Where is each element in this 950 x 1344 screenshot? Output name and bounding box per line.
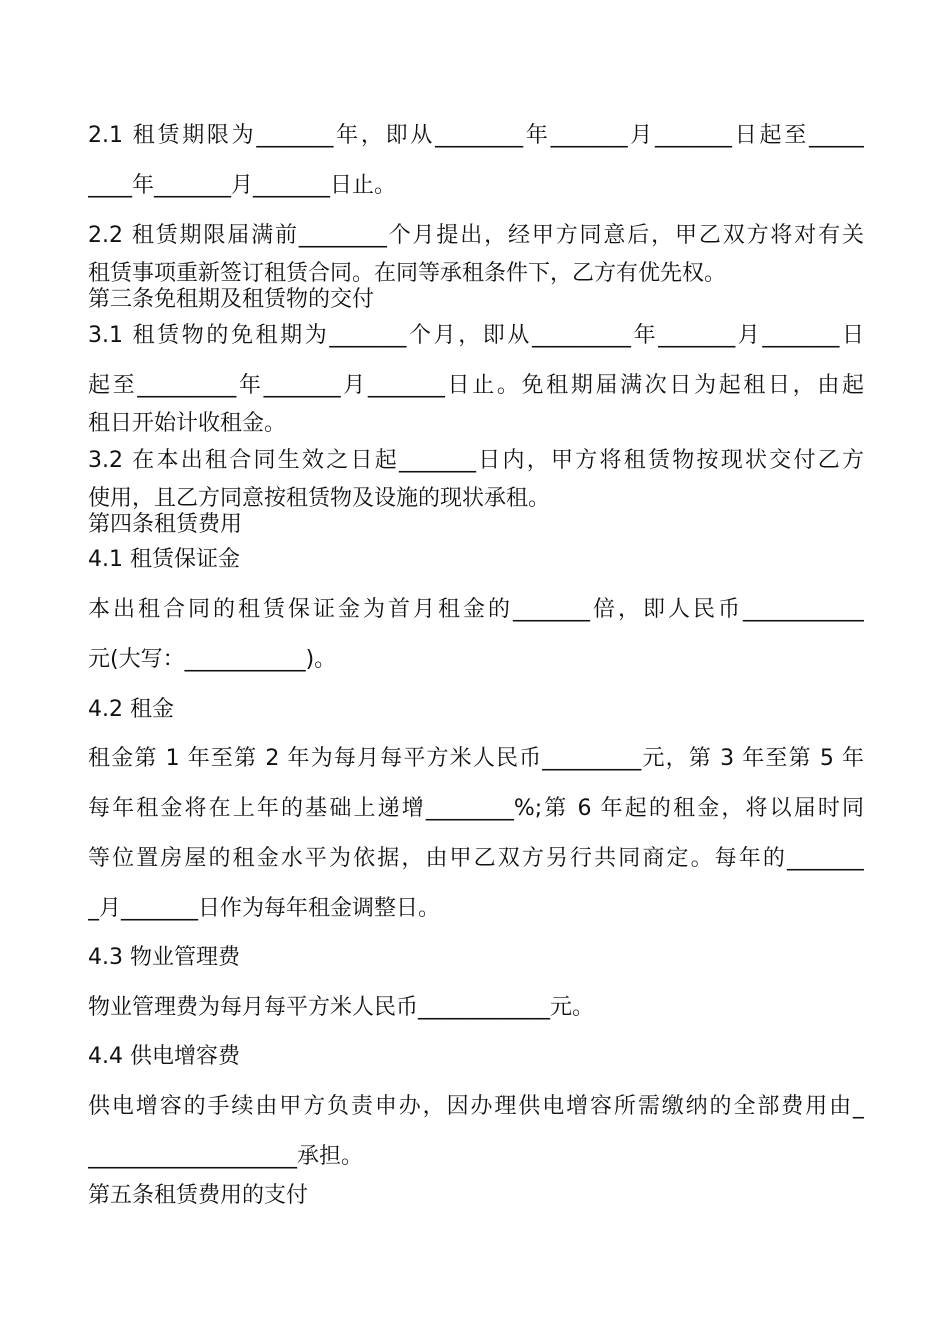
heading-4-1-deposit: 4.1 租赁保证金 — [88, 547, 240, 572]
line-3-1-free-period-end: 租日开始计收租金。 — [88, 411, 287, 436]
line-4-2-rent-cont-3: _月_______日作为每年租金调整日。 — [88, 896, 441, 921]
line-4-2-rent-cont-2: 等位置房屋的租金水平为依据，由甲乙双方另行共同商定。每年的_______ — [88, 846, 864, 871]
heading-4-2-rent: 4.2 租金 — [88, 697, 174, 722]
line-4-4-power-fee: 供电增容的手续由甲方负责申办，因办理供电增容所需缴纳的全部费用由_ — [88, 1094, 864, 1119]
line-3-2-delivery: 3.2 在本出租合同生效之日起_______日内，甲方将租赁物按现状交付乙方 — [88, 448, 864, 473]
line-4-1-deposit: 本出租合同的租赁保证金为首月租金的_______倍，即人民币___________ — [88, 597, 864, 622]
heading-4-3-property-fee: 4.3 物业管理费 — [88, 945, 240, 970]
heading-article-5: 第五条租赁费用的支付 — [88, 1183, 309, 1208]
line-2-2-renewal: 2.2 租赁期限届满前________个月提出，经甲方同意后，甲乙双方将对有关 — [88, 223, 864, 248]
heading-4-4-power-fee: 4.4 供电增容费 — [88, 1044, 240, 1069]
line-4-3-property-fee: 物业管理费为每月每平方米人民币____________元。 — [88, 995, 595, 1020]
line-2-1-term: 2.1 租赁期限为_______年，即从________年_______月_______日起至_____ — [88, 123, 864, 148]
line-3-2-delivery-cont: 使用，且乙方同意按租赁物及设施的现状承租。 — [88, 486, 551, 511]
heading-article-3: 第三条免租期及租赁物的交付 — [88, 287, 375, 312]
line-3-1-free-period: 3.1 租赁物的免租期为_______个月，即从_________年_______月_______日 — [88, 323, 864, 348]
line-2-1-term-end: ____年_______月_______日止。 — [88, 173, 397, 198]
line-4-4-power-fee-cont: ___________________承担。 — [88, 1144, 364, 1169]
line-2-2-renewal-cont: 租赁事项重新签订租赁合同。在同等承租条件下，乙方有优先权。 — [88, 261, 727, 286]
line-4-2-rent: 租金第 1 年至第 2 年为每月每平方米人民币_________元，第 3 年至第 5 年 — [88, 746, 864, 771]
heading-article-4: 第四条租赁费用 — [88, 512, 243, 537]
line-4-2-rent-cont-1: 每年租金将在上年的基础上递增________%;第 6 年起的租金，将以届时同 — [88, 796, 864, 821]
line-3-1-free-period-cont: 起至_________年_______月_______日止。免租期届满次日为起租日，由起 — [88, 373, 864, 398]
line-4-1-deposit-cont: 元(大写：___________)。 — [88, 647, 337, 672]
